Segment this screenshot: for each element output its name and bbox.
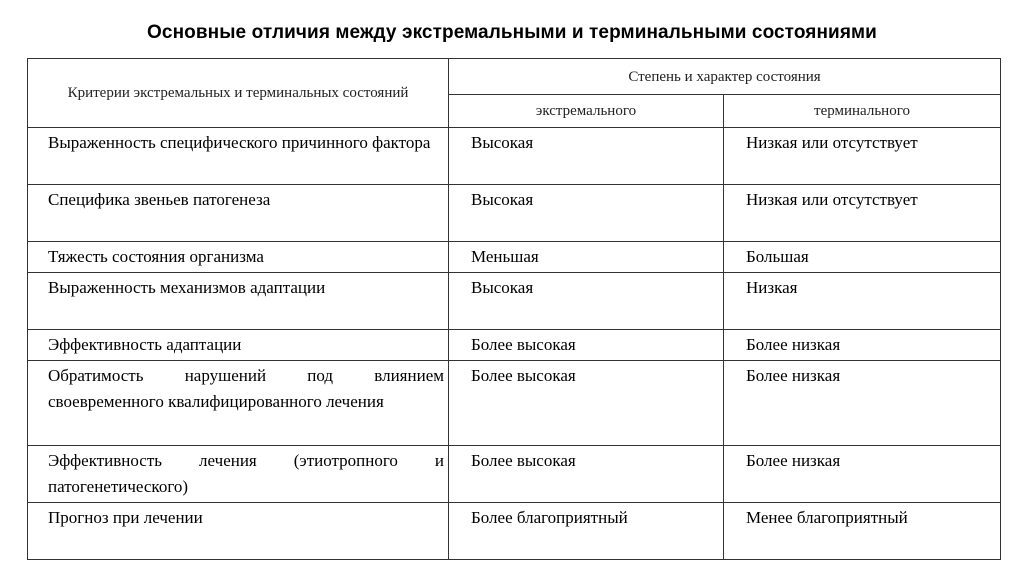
terminal-cell: Более низкая	[724, 330, 1001, 361]
criterion-cell: Выраженность механизмов адаптации	[28, 273, 449, 330]
terminal-cell: Более низкая	[724, 446, 1001, 503]
extreme-header: экстремального	[449, 95, 724, 128]
extreme-cell: Высокая	[449, 128, 724, 185]
table-row	[28, 185, 1001, 242]
terminal-header: терминального	[724, 95, 1001, 128]
terminal-cell: Низкая	[724, 273, 1001, 330]
extreme-cell: Высокая	[449, 185, 724, 242]
criterion-cell: Эффективность лечения (этиотропного и патогенетического)	[28, 446, 449, 503]
table-row	[28, 128, 1001, 185]
extreme-cell: Высокая	[449, 273, 724, 330]
extreme-cell: Более благоприятный	[449, 503, 724, 560]
slide-title: Основные отличия между экстремальными и терминальными состояниями	[147, 22, 877, 43]
extreme-cell: Более высокая	[449, 330, 724, 361]
criterion-cell: Тяжесть состояния организма	[28, 242, 449, 273]
degree-header: Степень и характер состояния	[449, 59, 1001, 95]
criteria-header: Критерии экстремальных и терминальных состояний	[28, 59, 449, 128]
criterion-cell: Обратимость нарушений под влиянием своевременного квалифицированного лечения	[28, 361, 449, 446]
criterion-cell: Выраженность специфического причинного фактора	[28, 128, 449, 185]
table-row	[28, 330, 1001, 361]
extreme-cell: Более высокая	[449, 361, 724, 446]
table-row	[28, 361, 1001, 446]
terminal-cell: Низкая или отсутствует	[724, 185, 1001, 242]
comparison-table	[27, 58, 1001, 560]
criterion-cell: Эффективность адаптации	[28, 330, 449, 361]
table-row	[28, 273, 1001, 330]
table-row	[28, 446, 1001, 503]
extreme-cell: Более высокая	[449, 446, 724, 503]
terminal-cell: Менее благоприятный	[724, 503, 1001, 560]
table-row	[28, 242, 1001, 273]
terminal-cell: Низкая или отсутствует	[724, 128, 1001, 185]
extreme-cell: Меньшая	[449, 242, 724, 273]
criterion-cell: Прогноз при лечении	[28, 503, 449, 560]
terminal-cell: Более низкая	[724, 361, 1001, 446]
table-row	[28, 503, 1001, 560]
terminal-cell: Большая	[724, 242, 1001, 273]
criterion-cell: Специфика звеньев патогенеза	[28, 185, 449, 242]
